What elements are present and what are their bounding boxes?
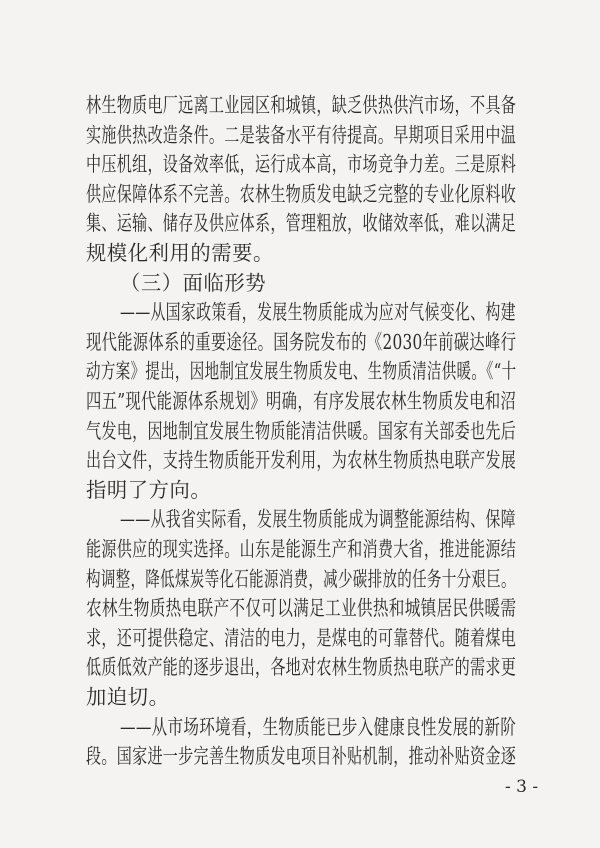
text-line: ——从市场环境看，生物质能已步入健康良性发展的新阶 xyxy=(120,714,517,739)
text-line: 实施供热改造条件。二是装备水平有待提高。早期项目采用中温 xyxy=(86,122,517,147)
text-line: 四五”现代能源体系规划》明确，有序发展农林生物质发电和沼 xyxy=(86,389,517,413)
text-line: 中压机组，设备效率低，运行成本高，市场竞争力差。三是原料 xyxy=(86,152,517,177)
text-line: 集、运输、储存及供应体系，管理粗放，收储效率低，难以满足 xyxy=(86,211,517,236)
text-line: 供应保障体系不完善。农林生物质发电缺乏完整的专业化原料收 xyxy=(86,181,517,206)
text-line: 林生物质电厂远离工业园区和城镇，缺乏供热供汽市场，不具备 xyxy=(86,93,517,117)
text-line: 构调整，降低煤炭等化石能源消费，减少碳排放的任务十分艰巨。 xyxy=(86,566,516,591)
text-line: 能源供应的现实选择。山东是能源生产和消费大省，推进能源结 xyxy=(86,537,517,561)
text-line: 农林生物质热电联产不仅可以满足工业供热和城镇居民供暖需 xyxy=(86,596,517,621)
text-line: 求，还可提供稳定、清洁的电力，是煤电的可靠替代。随着煤电 xyxy=(86,625,517,650)
text-line: 现代能源体系的重要途径。国务院发布的《2030年前碳达峰行 xyxy=(86,329,517,354)
text-line: 段。国家进一步完善生物质发电项目补贴机制，推动补贴资金逐 xyxy=(86,744,517,769)
text-line: ——从我省实际看，发展生物质能成为调整能源结构、保障 xyxy=(120,507,516,532)
text-line: 规模化利用的需要。 xyxy=(86,241,274,265)
text-line: ——从国家政策看，发展生物质能成为应对气候变化、构建 xyxy=(120,300,516,325)
text-line: 出台文件，支持生物质能开发利用，为农林生物质热电联产发展 xyxy=(86,448,517,473)
text-line: 指明了方向。 xyxy=(86,477,212,502)
text-line: 加迫切。 xyxy=(86,685,170,709)
section-heading: （三）面临形势 xyxy=(120,270,267,295)
text-line: 动方案》提出，因地制宜发展生物质发电、生物质清洁供暖。《“十 xyxy=(86,359,517,384)
text-line: 低质低效产能的逐步退出，各地对农林生物质热电联产的需求更 xyxy=(86,655,517,680)
page-number: - 3 - xyxy=(505,777,539,797)
text-line: 气发电，因地制宜发展生物质能清洁供暖。国家有关部委也先后 xyxy=(86,418,517,443)
